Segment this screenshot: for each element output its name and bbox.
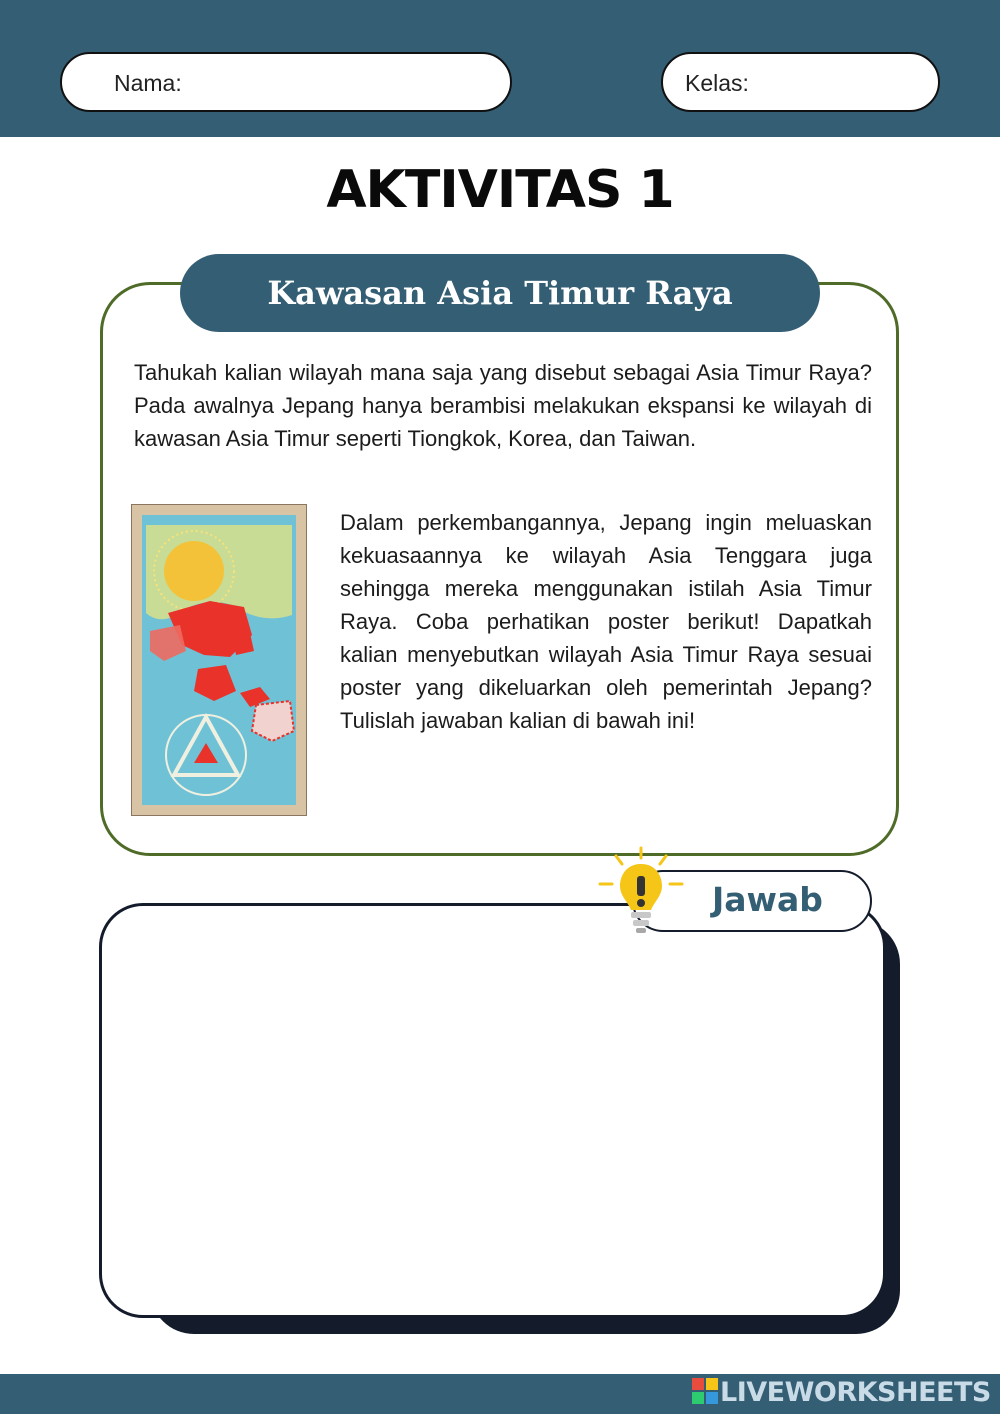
body-paragraph: Dalam perkembangannya, Jepang ingin meluaskan kekuasaannya ke wilayah Asia Tenggara juga sehingga mereka menggunakan istilah Asia Timur Raya. Coba perhatikan poster berikut! Dapatkah kalian menyebutkan wilayah Asia Timur Raya sesuai poster yang dikeluarkan oleh pemerintah Jepang? Tulislah jawaban kalian di bawah ini!: [340, 510, 872, 733]
page-title: AKTIVITAS 1: [326, 160, 674, 220]
poster-image: [131, 504, 307, 816]
answer-input[interactable]: [99, 903, 886, 1318]
brand-name: LIVEWORKSHEETS: [720, 1377, 991, 1408]
lightbulb-icon: [596, 846, 686, 938]
class-label: Kelas:: [685, 70, 749, 96]
intro-paragraph: Tahukah kalian wilayah mana saja yang disebut sebagai Asia Timur Raya? Pada awalnya Jepang hanya berambisi melakukan ekspansi ke wilayah di kawasan Asia Timur seperti Tiongkok, Korea, dan Taiwan.: [134, 360, 872, 451]
class-field[interactable]: [661, 52, 940, 112]
name-label: Nama:: [114, 70, 182, 96]
liveworksheets-logo-icon: [692, 1378, 718, 1404]
answer-label: Jawab: [712, 880, 823, 919]
name-field[interactable]: [60, 52, 512, 112]
section-heading: Kawasan Asia Timur Raya: [180, 254, 820, 332]
